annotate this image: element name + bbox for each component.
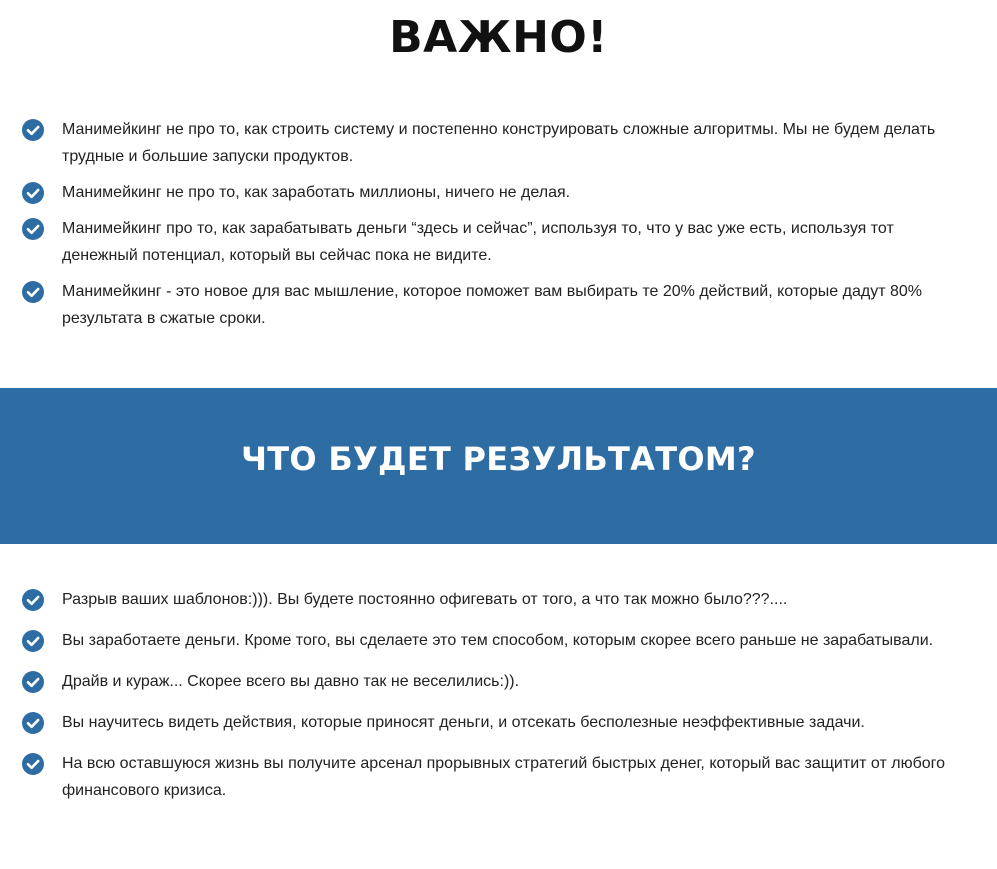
list-item bbox=[20, 709, 970, 736]
list-item-text: Манимейкинг не про то, как заработать миллионы, ничего не делая. bbox=[62, 184, 571, 201]
results-banner bbox=[0, 388, 997, 544]
list-item-text: Драйв и кураж... Скорее всего вы давно так не веселились:)). bbox=[62, 673, 520, 690]
list-item-text: Манимейкинг не про то, как строить систему и постепенно конструировать сложные алгоритмы. Мы не будем делать трудные и большие запуски продуктов. bbox=[62, 121, 936, 165]
check-circle-icon bbox=[22, 671, 44, 693]
list-item bbox=[20, 750, 970, 804]
list-item bbox=[20, 179, 970, 206]
check-circle-icon bbox=[22, 589, 44, 611]
check-circle-icon bbox=[22, 182, 44, 204]
list-item bbox=[20, 116, 970, 170]
check-circle-icon bbox=[22, 753, 44, 775]
list-item bbox=[20, 668, 970, 695]
results-title: ЧТО БУДЕТ РЕЗУЛЬТАТОМ? bbox=[241, 440, 756, 478]
list-item bbox=[20, 278, 970, 332]
results-list bbox=[20, 586, 970, 818]
list-item-text: Манимейкинг - это новое для вас мышление, которое поможет вам выбирать те 20% действий, которые дадут 80% результата в сжатые сроки. bbox=[62, 283, 922, 327]
important-list bbox=[20, 116, 970, 341]
check-circle-icon bbox=[22, 119, 44, 141]
list-item-text: Вы заработаете деньги. Кроме того, вы сделаете это тем способом, которым скорее всего раньше не зарабатывали. bbox=[62, 632, 934, 649]
check-circle-icon bbox=[22, 281, 44, 303]
list-item-text: Вы научитесь видеть действия, которые приносят деньги, и отсекать бесполезные неэффективные задачи. bbox=[62, 714, 865, 731]
check-circle-icon bbox=[22, 630, 44, 652]
check-circle-icon bbox=[22, 712, 44, 734]
list-item bbox=[20, 215, 970, 269]
important-title: ВАЖНО! bbox=[389, 12, 608, 63]
list-item-text: На всю оставшуюся жизнь вы получите арсенал прорывных стратегий быстрых денег, который вас защитит от любого финансового кризиса. bbox=[62, 755, 946, 799]
check-circle-icon bbox=[22, 218, 44, 240]
list-item-text: Разрыв ваших шаблонов:))). Вы будете постоянно офигевать от того, а что так можно было???.... bbox=[62, 591, 788, 608]
list-item-text: Манимейкинг про то, как зарабатывать деньги “здесь и сейчас”, используя то, что у вас уже есть, используя тот денежный потенциал, который вы сейчас пока не видите. bbox=[62, 220, 894, 264]
important-section bbox=[0, 0, 997, 388]
list-item bbox=[20, 627, 970, 654]
list-item bbox=[20, 586, 970, 613]
